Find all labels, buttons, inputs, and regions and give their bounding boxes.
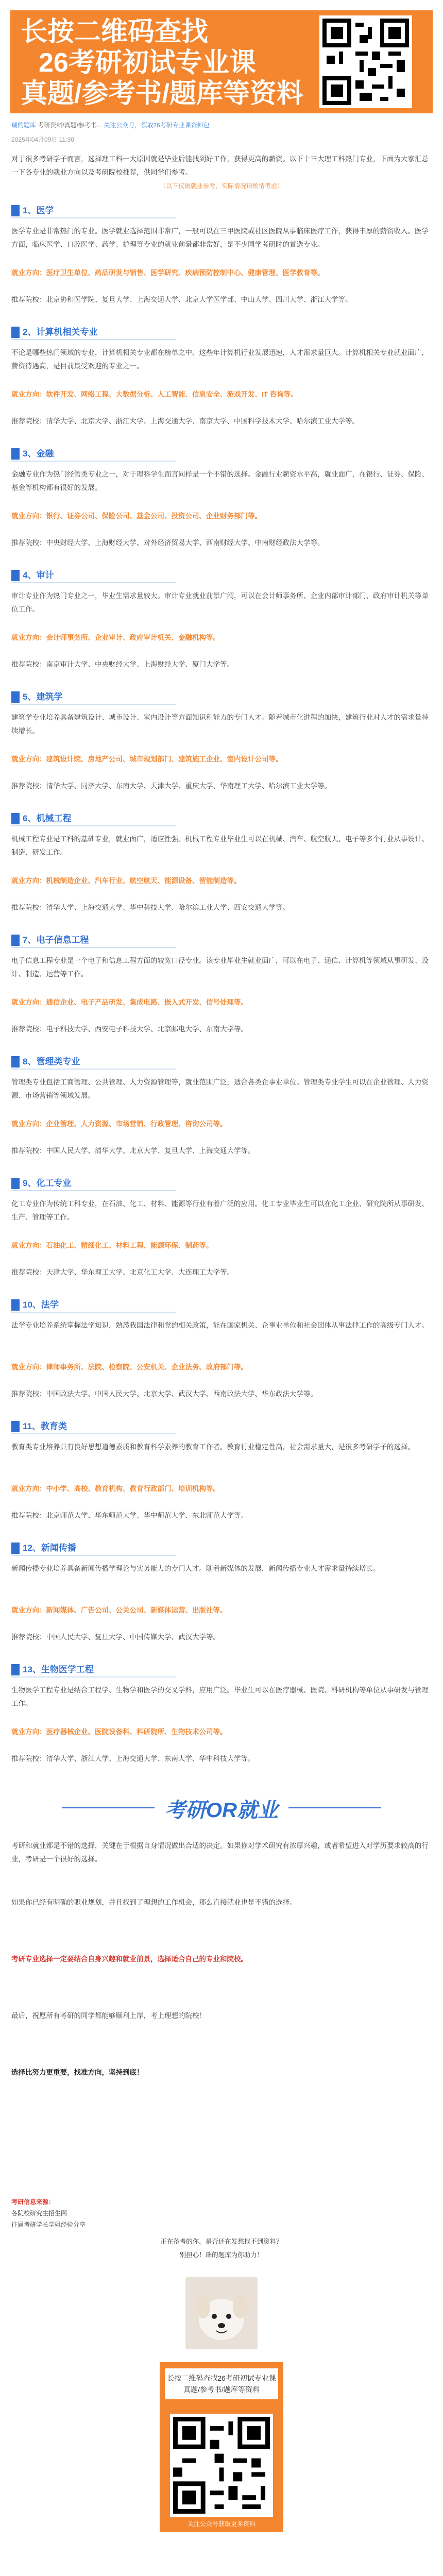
section-heading-underline xyxy=(11,1190,176,1191)
section-career xyxy=(11,753,432,766)
section-recommend: 推荐院校：中国人民大学、复旦大学、中国传媒大学、武汉大学等。 xyxy=(11,1633,220,1641)
section-heading xyxy=(11,445,176,463)
section-heading-text: 1、医学 xyxy=(23,206,54,215)
section-career-text: 就业方向：企业管理、人力资源、市场营销、行政管理、咨询公司等。 xyxy=(11,1120,227,1128)
section-career-text: 就业方向：石油化工、精细化工、材料工程、能源环保、制药等。 xyxy=(11,1242,213,1249)
section-heading-text: 8、管理类专业 xyxy=(23,1057,80,1066)
section-heading-marker xyxy=(11,1543,20,1554)
section-heading-underline xyxy=(11,1312,176,1313)
section-heading-underline xyxy=(11,461,176,462)
conclusion-p1: 考研和就业都是不错的选择，关键在于根据自身情况做出合适的决定。如果你对学术研究有浓厚兴趣，或者希望进入对学历要求较高的行业，考研是一个很好的选择。 xyxy=(11,1842,429,1863)
section-heading-text: 11、教育类 xyxy=(23,1421,67,1431)
dog-illustration xyxy=(185,2277,258,2349)
section-heading xyxy=(11,1661,176,1679)
section-career-text: 就业方向：会计师事务所、企业审计、政府审计机关、金融机构等。 xyxy=(11,634,220,641)
section-heading-underline xyxy=(11,704,176,705)
section-heading-marker xyxy=(11,691,20,703)
section-heading xyxy=(11,1539,176,1557)
section-career-text: 就业方向：银行、证券公司、保险公司、基金公司、投资公司、企业财务部门等。 xyxy=(11,512,262,520)
section-heading-text: 7、电子信息工程 xyxy=(23,935,89,945)
article-byline xyxy=(11,120,432,131)
divider-line-left xyxy=(62,1807,155,1808)
section-career xyxy=(11,510,432,522)
conclusion-p5-text: 选择比努力更重要，找准方向，坚持到底！ xyxy=(11,2069,144,2076)
section-career xyxy=(11,1118,432,1130)
section-body: 教育类专业培养具有良好思想道德素质和教育科学素养的教育工作者。教育行业稳定性高，社会需求量大，是很多考研学子的选择。 xyxy=(11,1443,415,1451)
section-recommend: 推荐院校：南京审计大学、中央财经大学、上海财经大学、厦门大学等。 xyxy=(11,660,234,668)
section-heading xyxy=(11,810,176,827)
section-career-text: 就业方向：医疗卫生单位、药品研发与销售、医学研究、疾病预防控制中心、健康管理、医学教育等。 xyxy=(11,269,325,277)
section-recommend: 推荐院校：中央财经大学、上海财经大学、对外经济贸易大学、西南财经大学、中南财经政法大学等。 xyxy=(11,539,325,547)
section-heading xyxy=(11,688,176,706)
section-recommend: 推荐院校：清华大学、北京大学、浙江大学、上海交通大学、南京大学、中国科学技术大学、哈尔滨工业大学等。 xyxy=(11,417,359,425)
section-heading-underline xyxy=(11,947,176,948)
section-heading-marker xyxy=(11,1421,20,1432)
section-heading-text: 4、审计 xyxy=(23,570,54,580)
section-heading-marker xyxy=(11,1664,20,1675)
divider-line-right xyxy=(288,1807,381,1808)
section-heading-marker xyxy=(11,570,20,581)
section-career-text: 就业方向：新闻媒体、广告公司、公关公司、新媒体运营、出版社等。 xyxy=(11,1606,227,1614)
section-body: 医学专业是非常热门的专业。医学就业选择范围非常广，一般可以在三甲医院或社区医院从事临床医疗工作，获得丰厚的薪资收入。医学方面，临床医学、口腔医学、药学、护理等专业的就业前景都非常好，是不少同学考研时的首选专业。 xyxy=(11,227,429,248)
conclusion-p5 xyxy=(11,2066,432,2079)
byline-text: 考研资料/真题/参考书... xyxy=(38,122,103,129)
source-line-2: 往届考研学长学姐经验分享 xyxy=(11,2221,86,2228)
section-heading-marker xyxy=(11,205,20,216)
section-heading xyxy=(11,1053,176,1071)
caption-line-1: 正在备考的你，是否还在发愁找不到资料？ xyxy=(160,2238,283,2245)
section-heading-text: 6、机械工程 xyxy=(23,814,72,823)
section-body: 法学专业培养系统掌握法学知识，熟悉我国法律和党的相关政策，能在国家机关、企事业单位和社会团体从事法律工作的高级专门人才。 xyxy=(11,1321,429,1329)
qr-promo-card xyxy=(160,2362,283,2532)
conclusion-p4: 最后，祝愿所有考研的同学都能够顺利上岸，考上理想的院校！ xyxy=(11,2012,206,2020)
section-body: 不论是哪些热门领域的专业，计算机相关专业都在榜单之中。这些年计算机行业发展迅速，人才需求量巨大。计算机相关专业就业面广，薪资待遇高，是目前最受欢迎的专业之一。 xyxy=(11,349,429,370)
account-link[interactable]: 瑞的题库 xyxy=(11,122,37,129)
section-recommend: 推荐院校：中国人民大学、清华大学、北京大学、复旦大学、上海交通大学等。 xyxy=(11,1147,255,1155)
section-heading-text: 3、金融 xyxy=(23,449,54,459)
section-recommend: 推荐院校：清华大学、同济大学、东南大学、天津大学、重庆大学、华南理工大学、哈尔滨工业大学等。 xyxy=(11,782,331,790)
section-body: 化工专业作为传统工科专业，在石油、化工、材料、能源等行业有着广泛的应用。化工专业毕业生可以在化工企业、研究院所从事研发、生产、管理等工作。 xyxy=(11,1200,429,1221)
conclusion-p3-text: 考研专业选择一定要结合自身兴趣和就业前景，选择适合自己的专业和院校。 xyxy=(11,1955,248,1963)
header-banner xyxy=(10,10,433,113)
section-heading-text: 13、生物医学工程 xyxy=(23,1665,94,1674)
section-recommend: 推荐院校：天津大学、华东理工大学、北京化工大学、大连理工大学等。 xyxy=(11,1268,234,1276)
section-career xyxy=(11,1361,432,1374)
section-body: 生物医学工程专业是结合工程学、生物学和医学的交叉学科，应用广泛。毕业生可以在医疗器械、医院、科研机构等单位从事研发与管理工作。 xyxy=(11,1686,429,1707)
qr-pattern-2 xyxy=(173,2417,270,2514)
section-career-text: 就业方向：中小学、高校、教育机构、教育行政部门、培训机构等。 xyxy=(11,1485,220,1493)
section-career-text: 就业方向：通信企业、电子产品研发、集成电路、嵌入式开发、信号处理等。 xyxy=(11,998,248,1006)
section-career-text: 就业方向：医疗器械企业、医院设备科、科研院所、生物技术公司等。 xyxy=(11,1728,227,1736)
section-heading xyxy=(11,1175,176,1192)
section-heading xyxy=(11,567,176,584)
section-career xyxy=(11,1604,432,1617)
intro-paragraph: 对于很多考研学子而言，选择理工科一大原因就是毕业后能找到好工作，获得更高的薪资。以下十三大理工科热门专业，下面为大家汇总一下各专业的就业方向以及考研院校推荐，供同学们参考。 xyxy=(11,155,429,176)
section-heading-underline xyxy=(11,582,176,583)
banner-qr-code[interactable] xyxy=(319,15,412,108)
section-recommend: 推荐院校：中国政法大学、中国人民大学、北京大学、武汉大学、西南政法大学、华东政法大学等。 xyxy=(11,1390,317,1398)
section-heading-marker xyxy=(11,327,20,338)
section-career-text: 就业方向：软件开发、网络工程、大数据分析、人工智能、信息安全、游戏开发、IT 咨询等。 xyxy=(11,391,298,398)
section-heading-text: 2、计算机相关专业 xyxy=(23,327,98,337)
section-career xyxy=(11,1240,432,1252)
section-body: 电子信息工程专业是一个电子和信息工程方面的较宽口径专业。该专业毕业生就业面广，可以在电子、通信、计算机等领域从事研发、设计、制造、运营等工作。 xyxy=(11,957,429,978)
section-heading xyxy=(11,931,176,949)
section-heading-marker xyxy=(11,935,20,946)
dog-image xyxy=(185,2277,258,2349)
section-career-text: 就业方向：律师事务所、法院、检察院、公安机关、企业法务、政府部门等。 xyxy=(11,1363,248,1371)
section-heading-text: 9、化工专业 xyxy=(23,1178,72,1188)
section-heading-marker xyxy=(11,813,20,824)
banner-line-3: 真题/参考书/题库等资料 xyxy=(21,79,303,109)
section-heading xyxy=(11,1418,176,1435)
section-heading-marker xyxy=(11,448,20,460)
section-heading-text: 10、法学 xyxy=(23,1300,59,1310)
section-heading-underline xyxy=(11,1433,176,1434)
section-heading-underline xyxy=(11,339,176,340)
section-heading xyxy=(11,324,176,341)
qr-card-footer: 关注公众号获取更多资料 xyxy=(187,2520,255,2528)
section-body: 建筑学专业培养具备建筑设计、城市设计、室内设计等方面知识和能力的专门人才。随着城市化进程的加快，建筑行业对人才的需求量持续增长。 xyxy=(11,714,429,735)
section-career xyxy=(11,267,432,279)
byline-more-link[interactable]: 关注公众号，领取26考研专业课资料包 xyxy=(104,122,210,129)
section-body: 机械工程专业是工科的基础专业，就业面广，适应性强。机械工程专业毕业生可以在机械、汽车、航空航天、电子等多个行业从事设计、制造、研发工作。 xyxy=(11,835,429,856)
section-career-text: 就业方向：机械制造企业、汽车行业、航空航天、能源设备、智能制造等。 xyxy=(11,877,241,885)
section-career-text: 就业方向：建筑设计院、房地产公司、城市规划部门、建筑施工企业、室内设计公司等。 xyxy=(11,755,283,763)
section-heading-marker xyxy=(11,1178,20,1189)
section-heading-underline xyxy=(11,1555,176,1556)
section-heading-marker xyxy=(11,1056,20,1067)
section-body: 审计专业作为热门专业之一，毕业生需求量较大。审计专业就业前景广阔，可以在会计师事务所、企业内部审计部门、政府审计机关等单位工作。 xyxy=(11,592,429,613)
section-career xyxy=(11,388,432,401)
banner-line-2: 26考研初试专业课 xyxy=(39,48,256,78)
section-heading-underline xyxy=(11,217,176,218)
section-career xyxy=(11,632,432,644)
conclusion-p2: 如果你已经有明确的职业规划，并且找到了理想的工作机会，那么直接就业也是不错的选择。 xyxy=(11,1899,297,1906)
section-heading-text: 12、新闻传播 xyxy=(23,1543,76,1553)
section-heading-underline xyxy=(11,1069,176,1070)
section-recommend: 推荐院校：清华大学、上海交通大学、华中科技大学、哈尔滨工业大学、西安交通大学等。 xyxy=(11,904,289,911)
divider-title-text: 考研OR就业 xyxy=(165,1799,278,1822)
intro-note: （以下仅做就业参考，实际情况请酌情考虑） xyxy=(159,182,283,190)
banner-line-1: 长按二维码查找 xyxy=(21,17,209,47)
section-career xyxy=(11,1483,432,1495)
qr-card-text: 长按二维码查找26考研初试专业课真题/参考书/题库等资料 xyxy=(165,2368,278,2399)
section-recommend: 推荐院校：北京师范大学、华东师范大学、华中师范大学、东北师范大学等。 xyxy=(11,1512,248,1519)
section-heading-text: 5、建筑学 xyxy=(23,692,63,702)
divider-title xyxy=(62,1792,381,1823)
source-line-1: 各院校研究生招生网 xyxy=(11,2210,67,2217)
section-career xyxy=(11,875,432,887)
source-label: 考研信息来源： xyxy=(11,2198,55,2206)
card-qr-code[interactable] xyxy=(170,2414,273,2517)
section-career xyxy=(11,1726,432,1738)
section-body: 新闻传播专业培养具备新闻传播学理论与实务能力的专门人才。随着新媒体的发展，新闻传播专业人才需求量持续增长。 xyxy=(11,1565,380,1572)
section-body: 金融专业作为热门经管类专业之一，对于理科学生而言同样是一个不错的选择。金融行业薪资水平高，就业面广，在银行、证券、保险、基金等机构都有很好的发展。 xyxy=(11,470,429,492)
section-heading xyxy=(11,1296,176,1314)
caption-line-2: 别担心！瑞的题库为你助力！ xyxy=(179,2251,264,2259)
conclusion-p3 xyxy=(11,1953,432,1966)
qr-pattern xyxy=(322,19,409,105)
section-heading-underline xyxy=(11,1676,176,1677)
section-body: 管理类专业包括工商管理、公共管理、人力资源管理等，就业范围广泛，适合各类企事业单位。管理类专业学生可以在企业管理、人力资源、市场营销等领域发展。 xyxy=(11,1078,429,1099)
publish-time: 2025年04月09日 11:30 xyxy=(11,136,74,143)
section-career xyxy=(11,996,432,1009)
section-recommend: 推荐院校：电子科技大学、西安电子科技大学、北京邮电大学、东南大学等。 xyxy=(11,1025,248,1033)
section-recommend: 推荐院校：北京协和医学院、复旦大学、上海交通大学、北京大学医学部、中山大学、四川大学、浙江大学等。 xyxy=(11,296,352,303)
section-heading xyxy=(11,202,176,219)
section-heading-marker xyxy=(11,1299,20,1311)
section-recommend: 推荐院校：清华大学、浙江大学、上海交通大学、东南大学、华中科技大学等。 xyxy=(11,1755,255,1762)
section-heading-underline xyxy=(11,825,176,826)
